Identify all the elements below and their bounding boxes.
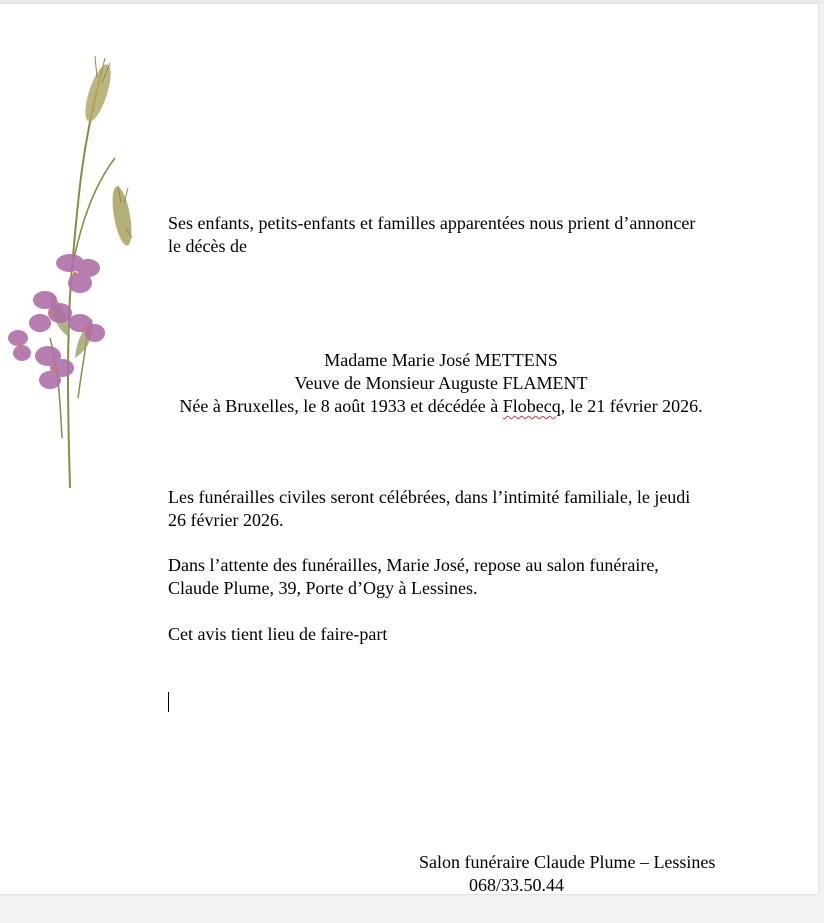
intro-line-1: Ses enfants, petits-enfants et familles apparentées nous prient d’annoncer [168,213,696,233]
page-edge [818,4,819,894]
birth-death-line [0,395,824,418]
birth-death-prefix: Née à Bruxelles, le 8 août 1933 et décédée à [179,396,503,416]
footer-company: Salon funéraire Claude Plume – Lessines [419,852,716,872]
footer-phone: 068/33.50.44 [469,875,565,895]
funeral-line-2: 26 février 2026. [168,510,284,530]
intro-line-2: le décès de [168,236,247,256]
deceased-name: Madame Marie José METTENS [324,350,558,370]
death-place[interactable]: Flobecq [502,396,561,416]
text-cursor [168,692,169,712]
funeral-line-1: Les funérailles civiles seront célébrées, dans l’intimité familiale, le jeudi [168,487,691,507]
rest-line-2: Claude Plume, 39, Porte d’Ogy à Lessines. [168,578,478,598]
rest-line-1: Dans l’attente des funérailles, Marie José, repose au salon funéraire, [168,555,659,575]
flower-illustration [0,38,145,508]
notice-line: Cet avis tient lieu de faire-part [168,624,388,644]
widow-of: Veuve de Monsieur Auguste FLAMENT [294,373,588,393]
birth-death-suffix: , le 21 février 2026. [560,396,703,416]
